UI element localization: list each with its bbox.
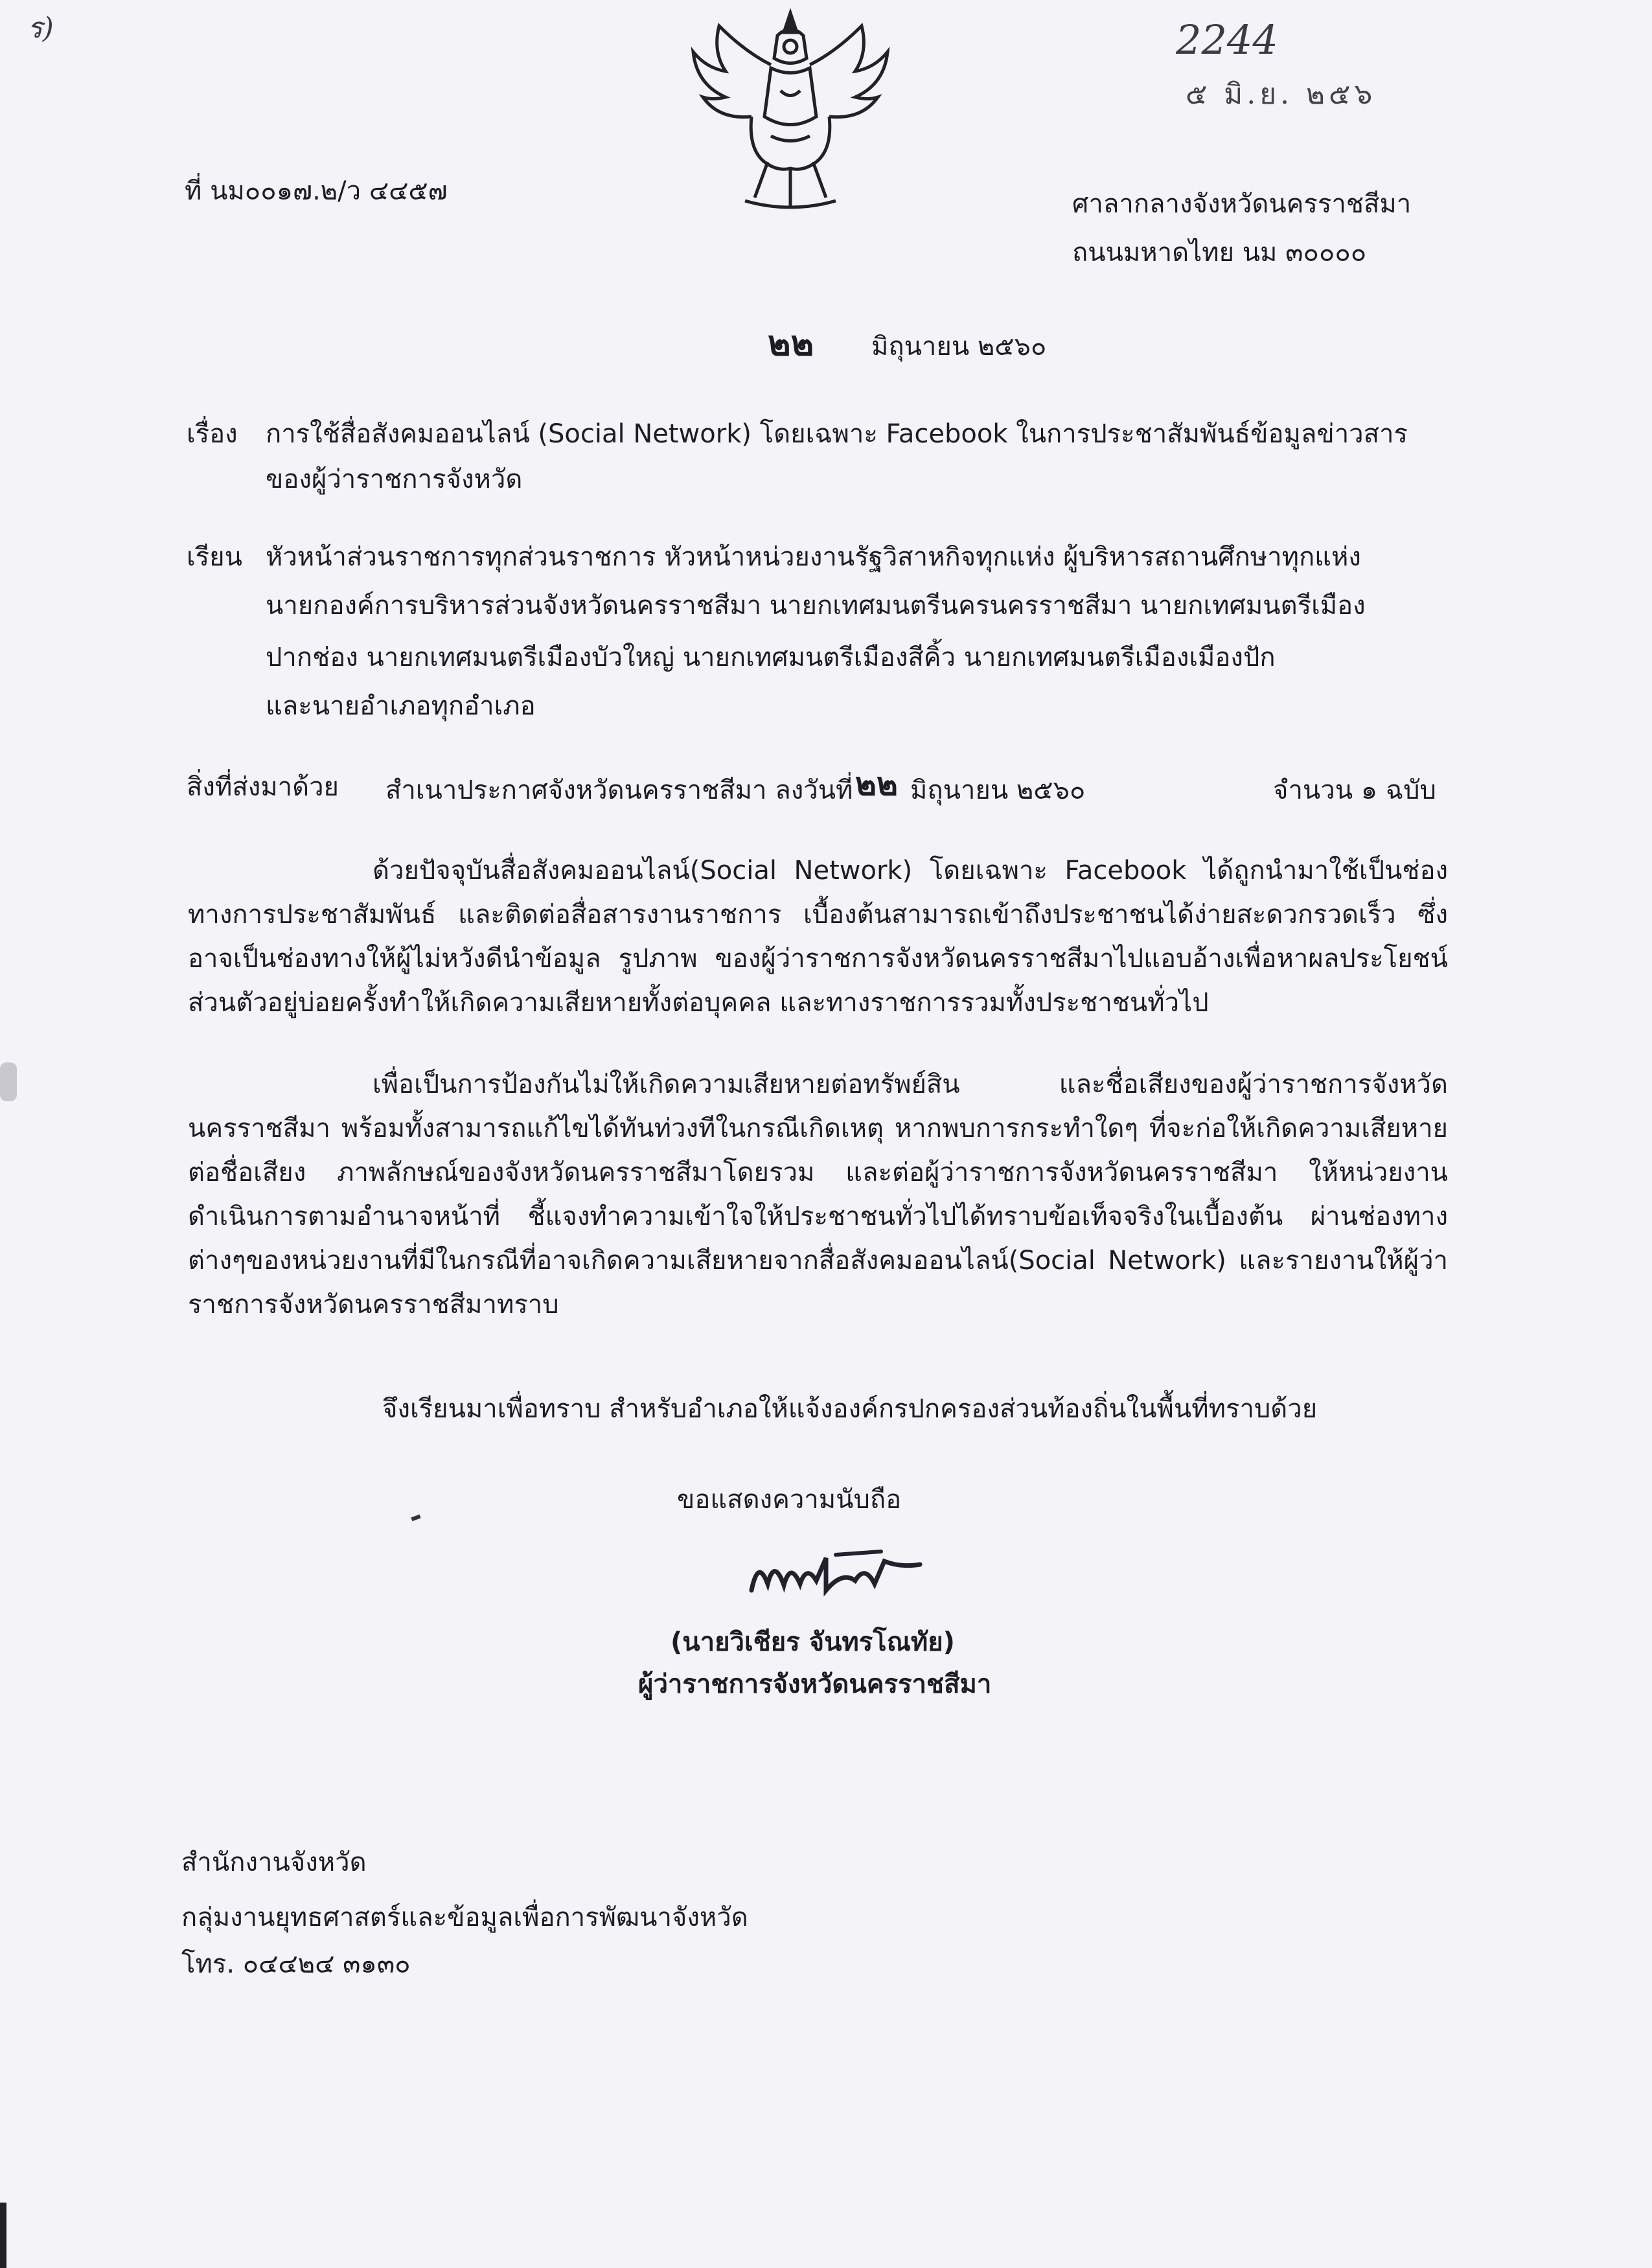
subject-line-1: การใช้สื่อสังคมออนไลน์ (Social Network) โดยเฉพาะ Facebook ในการประชาสัมพันธ์ข้อมูลข่าวสาร: [266, 419, 1408, 449]
enclosure-text: สำเนาประกาศจังหวัดนครราชสีมา ลงวันที่: [385, 775, 853, 805]
enclosure-date: มิถุนายน ๒๕๖๐: [910, 775, 1086, 805]
enclosure-label: สิ่งที่ส่งมาด้วย: [187, 772, 339, 802]
recipient-label: เรียน: [187, 542, 242, 572]
subject-line-2: ของผู้ว่าราชการจังหวัด: [266, 464, 523, 494]
footer-office: สำนักงานจังหวัด: [181, 1848, 367, 1877]
footer-phone: โทร. ๐๔๔๒๔ ๓๑๓๐: [181, 1949, 411, 1979]
body-paragraph-2: เพื่อเป็นการป้องกันไม่ให้เกิดความเสียหายต่อทรัพย์สิน และชื่อเสียงของผู้ว่าราชการจังหวัดนครราชสีมา พร้อมทั้งสามารถแก้ไขได้ทันท่วงทีในกรณีเกิดเหตุ หากพบการกระทำใดๆ ที่จะก่อให้เกิดความเสียหายต่อชื่อเสียง ภาพลักษณ์ของจังหวัดนครราชสีมาโดยรวม และต่อผู้ว่าราชการจังหวัดนครราชสีมา ให้หน่วยงานดำเนินการตามอำนาจหน้าที่ ชี้แจงทำความเข้าใจให้ประชาชนทั่วไปได้ทราบข้อเท็จจริงในเบื้องต้น ผ่านช่องทางต่างๆของหน่วยงานที่มีในกรณีที่อาจเกิดความเสียหายจากสื่อสังคมออนไลน์(Social Network) และรายงานให้ผู้ว่าราชการจังหวัดนครราชสีมาทราบ: [188, 1070, 1448, 1320]
footer-division: กลุ่มงานยุทธศาสตร์และข้อมูลเพื่อการพัฒนาจังหวัด: [181, 1903, 748, 1932]
scan-edge: [0, 2203, 6, 2268]
corner-handwritten-mark: ร): [27, 12, 54, 45]
receipt-number: 2244: [1176, 16, 1278, 63]
office-name: ศาลากลางจังหวัดนครราชสีมา: [1072, 189, 1412, 219]
recipient-line-4: และนายอำเภอทุกอำเภอ: [266, 691, 536, 721]
date-month-year: มิถุนายน ๒๕๖๐: [871, 332, 1047, 361]
subject-label: เรื่อง: [187, 419, 238, 449]
signatory-position: ผู้ว่าราชการจังหวัดนครราชสีมา: [638, 1669, 992, 1699]
reference-number: ที่ นม๐๐๑๗.๒/ว ๔๔๕๗: [185, 176, 448, 206]
scan-speck: [0, 1062, 17, 1101]
date-day: ๒๒: [768, 323, 814, 363]
signatory-name: (นายวิเชียร จันทรโณทัย): [671, 1627, 955, 1657]
closing-regards: ขอแสดงความนับถือ: [677, 1485, 902, 1515]
signature-icon: [745, 1545, 926, 1603]
receipt-date-stamp: ๕ มิ.ย. ๒๕๖: [1186, 78, 1377, 111]
garuda-emblem-icon: [674, 6, 907, 214]
enclosure-count: จำนวน ๑ ฉบับ: [1273, 775, 1436, 805]
enclosure-day: ๒๒: [855, 765, 898, 803]
office-address: ถนนมหาดไทย นม ๓๐๐๐๐: [1072, 238, 1367, 268]
body-paragraph-3: จึงเรียนมาเพื่อทราบ สำหรับอำเภอให้แจ้งองค์กรปกครองส่วนท้องถิ่นในพื้นที่ทราบด้วย: [382, 1394, 1318, 1424]
scan-speck: [411, 1515, 420, 1521]
recipient-line-3: ปากช่อง นายกเทศมนตรีเมืองบัวใหญ่ นายกเทศมนตรีเมืองสีคิ้ว นายกเทศมนตรีเมืองเมืองปัก: [266, 643, 1276, 672]
recipient-line-1: หัวหน้าส่วนราชการทุกส่วนราชการ หัวหน้าหน่วยงานรัฐวิสาหกิจทุกแห่ง ผู้บริหารสถานศึกษาทุกแห่ง: [266, 542, 1361, 572]
body-paragraph-1: ด้วยปัจจุบันสื่อสังคมออนไลน์(Social Network) โดยเฉพาะ Facebook ได้ถูกนำมาใช้เป็นช่องทางการประชาสัมพันธ์ และติดต่อสื่อสารงานราชการ เบื้องต้นสามารถเข้าถึงประชาชนได้ง่ายสะดวกรวดเร็ว ซึ่งอาจเป็นช่องทางให้ผู้ไม่หวังดีนำข้อมูล รูปภาพ ของผู้ว่าราชการจังหวัดนครราชสีมาไปแอบอ้างเพื่อหาผลประโยชน์ส่วนตัวอยู่บ่อยครั้งทำให้เกิดความเสียหายทั้งต่อบุคคล และทางราชการรวมทั้งประชาชนทั่วไป: [188, 856, 1448, 1018]
recipient-line-2: นายกองค์การบริหารส่วนจังหวัดนครราชสีมา นายกเทศมนตรีนครนครราชสีมา นายกเทศมนตรีเมือง: [266, 591, 1366, 621]
